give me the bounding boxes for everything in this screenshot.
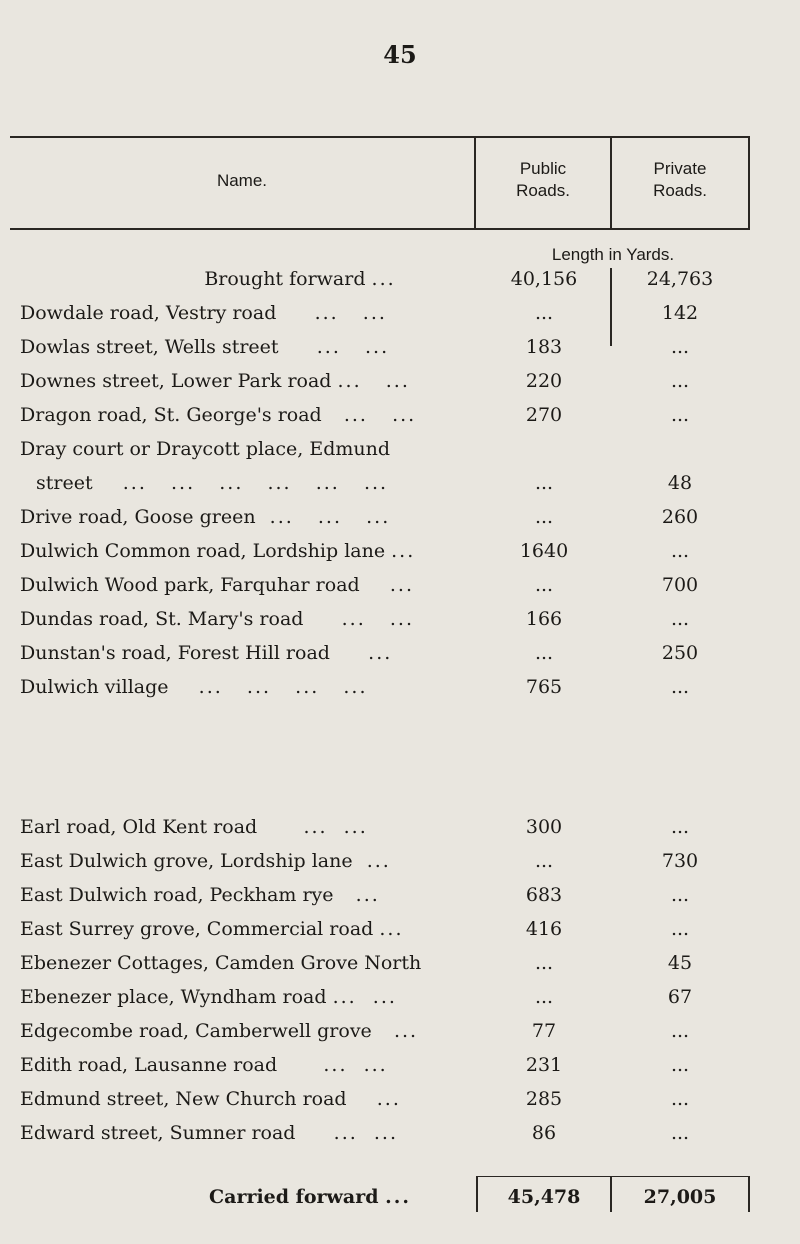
road-name: East Dulwich grove, Lordship lane ... <box>20 850 391 872</box>
column-rule-right <box>748 136 750 228</box>
carried-forward-public: 45,478 <box>507 1186 581 1208</box>
private-length: ... <box>670 404 690 426</box>
brought-forward-label: Brought forward ... <box>204 268 396 290</box>
table-row <box>0 404 800 438</box>
road-name: Dragon road, St. George's road ... ... <box>20 404 417 426</box>
road-name: Dundas road, St. Mary's road ... ... <box>20 608 414 630</box>
private-length: ... <box>670 608 690 630</box>
header-bottom-rule <box>10 228 750 230</box>
public-length: ... <box>534 472 554 494</box>
table-row <box>0 642 800 676</box>
private-length: 45 <box>667 952 693 974</box>
public-length: ... <box>534 302 554 324</box>
brought-forward-row <box>0 268 800 302</box>
road-name: Drive road, Goose green ... ... ... <box>20 506 391 528</box>
road-name: Dulwich Common road, Lordship lane ... <box>20 540 416 562</box>
table-row <box>0 302 800 336</box>
table-row <box>0 472 800 506</box>
road-name: Downes street, Lower Park road ... ... <box>20 370 410 392</box>
table-row <box>0 884 800 918</box>
public-length: 1640 <box>519 540 569 562</box>
table-row <box>0 952 800 986</box>
private-length: ... <box>670 370 690 392</box>
private-length: ... <box>670 1088 690 1110</box>
table-row <box>0 1020 800 1054</box>
private-length: 700 <box>661 574 699 596</box>
public-length: ... <box>534 506 554 528</box>
road-name: Ebenezer Cottages, Camden Grove North <box>20 952 422 974</box>
table-row <box>0 370 800 404</box>
table-row <box>0 850 800 884</box>
road-name: Dulwich Wood park, Farquhar road ... <box>20 574 414 596</box>
page-number: 45 <box>383 40 417 69</box>
public-length: 166 <box>525 608 563 630</box>
private-length: ... <box>670 884 690 906</box>
table-row <box>0 608 800 642</box>
table-row <box>0 540 800 574</box>
private-length: ... <box>670 1020 690 1042</box>
road-name: Edith road, Lausanne road ... ... <box>20 1054 388 1076</box>
public-length: 300 <box>525 816 563 838</box>
table-row <box>0 1122 800 1156</box>
public-length: ... <box>534 952 554 974</box>
road-name: Edmund street, New Church road ... <box>20 1088 401 1110</box>
road-name: Earl road, Old Kent road ... ... <box>20 816 368 838</box>
table-row <box>0 676 800 710</box>
private-length: 250 <box>661 642 699 664</box>
private-length: 67 <box>667 986 693 1008</box>
public-length: ... <box>534 642 554 664</box>
private-length: ... <box>670 816 690 838</box>
header-public-line2: Roads. <box>516 181 570 200</box>
units-label: Length in Yards. <box>551 245 675 264</box>
table-row <box>0 816 800 850</box>
header-private-line2: Roads. <box>653 181 707 200</box>
header-name: Name. <box>216 171 268 190</box>
public-length: 416 <box>525 918 563 940</box>
table-row <box>0 1088 800 1122</box>
road-name: Dowlas street, Wells street ... ... <box>20 336 390 358</box>
brought-forward-public: 40,156 <box>510 268 578 290</box>
public-length: 86 <box>531 1122 557 1144</box>
private-length: 48 <box>667 472 693 494</box>
private-length: ... <box>670 1054 690 1076</box>
carried-forward-row <box>0 1186 800 1220</box>
road-name: Dulwich village ... ... ... ... <box>20 676 368 698</box>
table-row <box>0 438 800 472</box>
brought-forward-private: 24,763 <box>646 268 714 290</box>
carried-forward-private: 27,005 <box>643 1186 717 1208</box>
table-row <box>0 918 800 952</box>
public-length: 285 <box>525 1088 563 1110</box>
private-length: 730 <box>661 850 699 872</box>
public-length: 220 <box>525 370 563 392</box>
private-length: ... <box>670 918 690 940</box>
public-length: 231 <box>525 1054 563 1076</box>
header-public-line1: Public <box>519 159 567 178</box>
table-row <box>0 574 800 608</box>
public-length: 683 <box>525 884 563 906</box>
public-length: 77 <box>531 1020 557 1042</box>
public-length: 183 <box>525 336 563 358</box>
public-length: ... <box>534 574 554 596</box>
private-length: ... <box>670 1122 690 1144</box>
table-top-rule <box>10 136 750 138</box>
carried-forward-label: Carried forward ... <box>209 1186 411 1208</box>
road-name: East Surrey grove, Commercial road ... <box>20 918 404 940</box>
header-private-roads <box>612 158 748 202</box>
total-top-rule-public <box>478 1176 610 1177</box>
private-length: ... <box>670 540 690 562</box>
road-name: Edward street, Sumner road ... ... <box>20 1122 398 1144</box>
public-length: 765 <box>525 676 563 698</box>
road-name: Dowdale road, Vestry road ... ... <box>20 302 387 324</box>
public-length: ... <box>534 850 554 872</box>
road-name: Edgecombe road, Camberwell grove ... <box>20 1020 419 1042</box>
total-top-rule-private <box>612 1176 748 1177</box>
table-row <box>0 986 800 1020</box>
private-length: ... <box>670 676 690 698</box>
road-name: East Dulwich road, Peckham rye ... <box>20 884 380 906</box>
private-length: 142 <box>661 302 699 324</box>
private-length: 260 <box>661 506 699 528</box>
header-public-roads <box>476 158 610 202</box>
road-name: Ebenezer place, Wyndham road ... ... <box>20 986 397 1008</box>
public-length: ... <box>534 986 554 1008</box>
private-length: ... <box>670 336 690 358</box>
table-row <box>0 506 800 540</box>
table-row <box>0 336 800 370</box>
public-length: 270 <box>525 404 563 426</box>
road-name: street ... ... ... ... ... ... <box>36 472 389 494</box>
table-row <box>0 1054 800 1088</box>
header-private-line1: Private <box>653 159 707 178</box>
road-name: Dunstan's road, Forest Hill road ... <box>20 642 393 664</box>
road-name: Dray court or Draycott place, Edmund <box>20 438 391 460</box>
